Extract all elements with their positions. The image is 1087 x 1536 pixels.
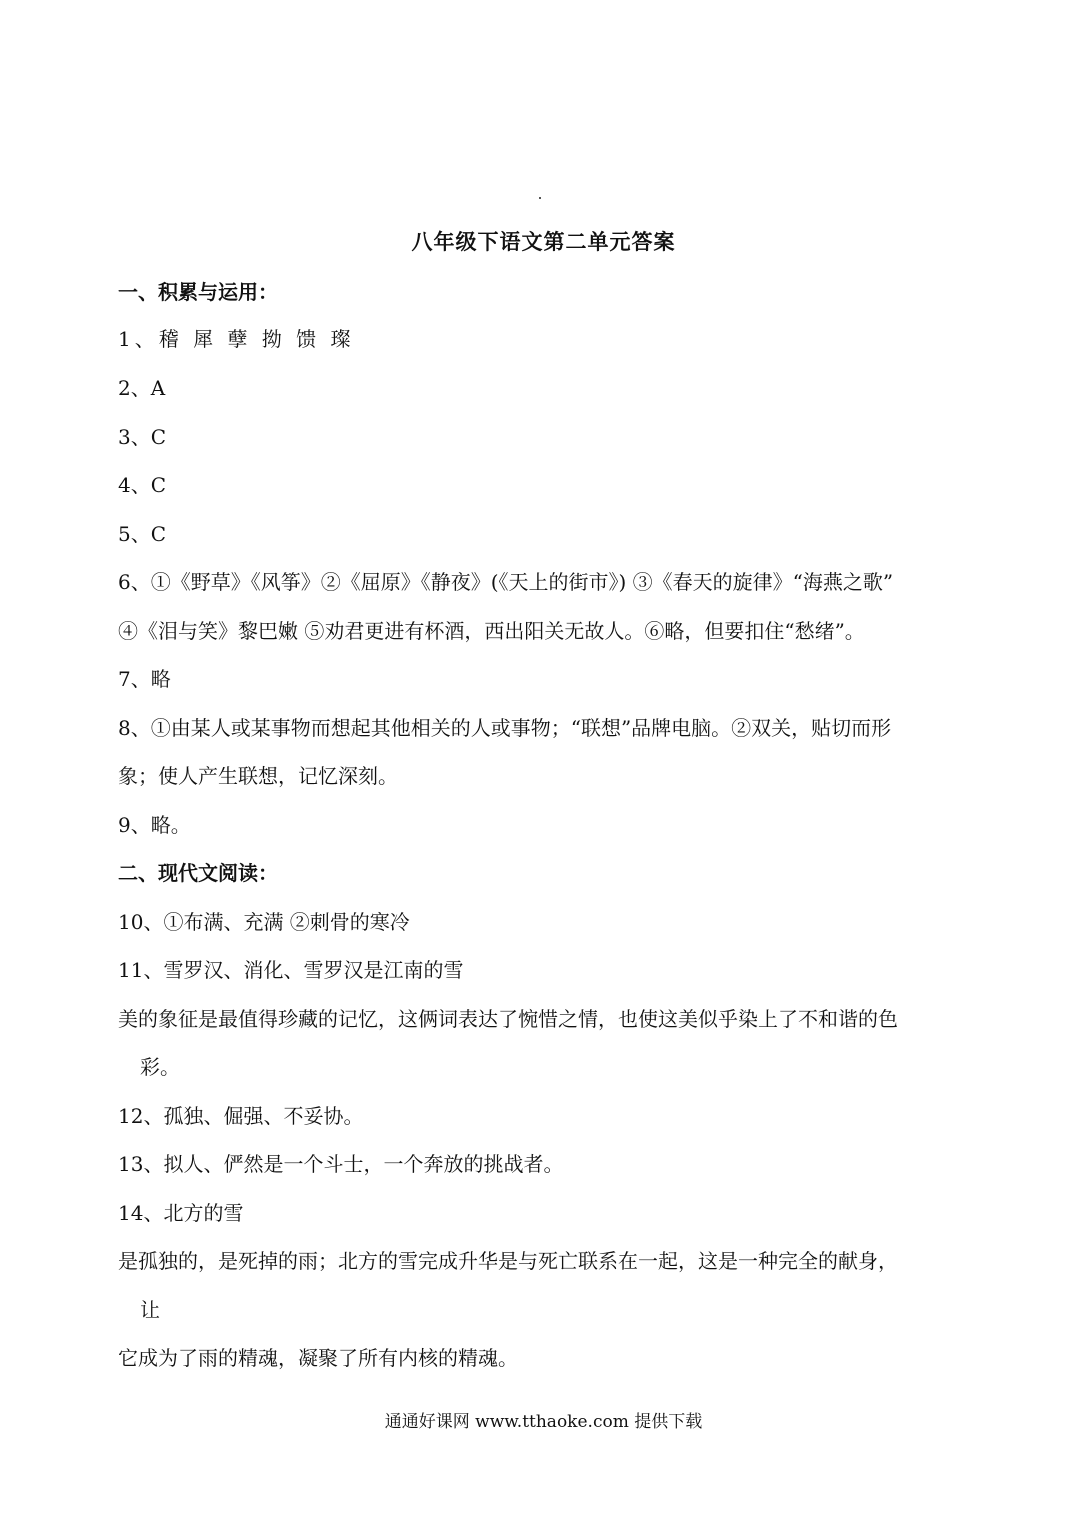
answer-line-14-end: 它成为了雨的精魂，凝聚了所有内核的精魂。 [118, 1346, 518, 1370]
answer-line-11-end: 彩。 [140, 1055, 180, 1079]
answer-line-1: 1、稽 犀 孽 拗 馈 璨 [118, 327, 355, 351]
section-heading-accumulation: 一、积累与运用： [118, 280, 278, 304]
answer-line-7: 7、略 [118, 667, 171, 691]
answer-line-12: 12、孤独、倔强、不妥协。 [118, 1104, 364, 1128]
answer-line-2: 2、A [118, 376, 166, 400]
answer-line-11-cont: 美的象征是最值得珍藏的记忆，这俩词表达了惋惜之情，也使这美似乎染上了不和谐的色 [118, 1007, 898, 1031]
answer-line-13: 13、拟人、俨然是一个斗士，一个奔放的挑战者。 [118, 1152, 564, 1176]
answer-line-14-cont: 是孤独的，是死掉的雨；北方的雪完成升华是与死亡联系在一起，这是一种完全的献身， [118, 1249, 898, 1273]
answer-line-11: 11、雪罗汉、消化、雪罗汉是江南的雪 [118, 958, 464, 982]
answer-line-10: 10、①布满、充满 ②刺骨的寒冷 [118, 910, 410, 934]
answer-line-3: 3、C [118, 425, 167, 449]
answer-line-8a: 8、①由某人或某事物而想起其他相关的人或事物；“联想”品牌电脑。②双关，贴切而形 [118, 716, 892, 740]
answer-line-9: 9、略。 [118, 813, 191, 837]
footer-credit: 通通好课网 www.tthaoke.com 提供下载 [384, 1412, 703, 1432]
answer-line-4: 4、C [118, 473, 167, 497]
page-title: 八年级下语文第二单元答案 [411, 230, 676, 254]
stray-dot [539, 197, 541, 199]
answer-line-6a: 6、①《野草》《风筝》②《屈原》《静夜》(《天上的街市》) ③《春天的旋律》“海燕之歌” [118, 570, 894, 594]
answer-line-8b: 象；使人产生联想，记忆深刻。 [118, 764, 398, 788]
section-heading-reading: 二、现代文阅读： [118, 861, 278, 885]
answer-line-14: 14、北方的雪 [118, 1201, 244, 1225]
answer-line-14-wrap: 让 [140, 1298, 160, 1322]
answer-line-5: 5、C [118, 522, 167, 546]
answer-line-6b: ④《泪与笑》黎巴嫩 ⑤劝君更进有杯酒，西出阳关无故人。⑥略，但要扣住“愁绪”。 [118, 619, 865, 643]
